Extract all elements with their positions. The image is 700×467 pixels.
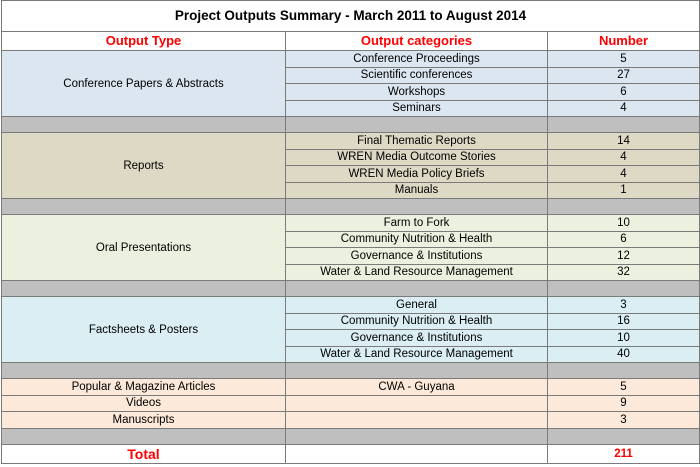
category-cell — [286, 412, 548, 429]
number-cell: 16 — [548, 313, 700, 330]
category-cell: Scientific conferences — [286, 67, 548, 84]
table-row — [2, 215, 700, 232]
number-cell: 5 — [548, 51, 700, 68]
number-cell: 14 — [548, 133, 700, 150]
category-cell: CWA - Guyana — [286, 379, 548, 396]
category-cell — [286, 395, 548, 412]
number-cell: 3 — [548, 297, 700, 314]
category-cell: WREN Media Policy Briefs — [286, 166, 548, 183]
category-cell: Workshops — [286, 84, 548, 101]
number-cell: 1 — [548, 182, 700, 199]
total-row — [2, 444, 700, 463]
table-row — [2, 297, 700, 314]
category-cell: Final Thematic Reports — [286, 133, 548, 150]
number-cell: 4 — [548, 166, 700, 183]
category-cell: WREN Media Outcome Stories — [286, 149, 548, 166]
category-cell: Community Nutrition & Health — [286, 313, 548, 330]
category-cell: Water & Land Resource Management — [286, 264, 548, 281]
separator-row — [2, 428, 700, 444]
table-row — [2, 395, 700, 412]
separator-row — [2, 117, 700, 133]
total-label: Total — [2, 444, 286, 463]
number-cell: 3 — [548, 412, 700, 429]
number-cell: 10 — [548, 215, 700, 232]
table-row — [2, 379, 700, 396]
output-type-cell: Factsheets & Posters — [2, 297, 286, 363]
output-type-cell: Manuscripts — [2, 412, 286, 429]
category-cell: Manuals — [286, 182, 548, 199]
number-cell: 10 — [548, 330, 700, 347]
category-cell: Farm to Fork — [286, 215, 548, 232]
category-cell: Conference Proceedings — [286, 51, 548, 68]
category-cell: Water & Land Resource Management — [286, 346, 548, 363]
header-output-type: Output Type — [2, 32, 286, 51]
output-type-cell: Reports — [2, 133, 286, 199]
output-type-cell: Oral Presentations — [2, 215, 286, 281]
header-number: Number — [548, 32, 700, 51]
number-cell: 5 — [548, 379, 700, 396]
category-cell: General — [286, 297, 548, 314]
output-type-cell: Conference Papers & Abstracts — [2, 51, 286, 117]
output-type-cell: Videos — [2, 395, 286, 412]
table-row — [2, 51, 700, 68]
total-empty-cell — [286, 444, 548, 463]
number-cell: 6 — [548, 231, 700, 248]
total-value: 211 — [548, 444, 700, 463]
number-cell: 40 — [548, 346, 700, 363]
header-row — [2, 32, 700, 51]
category-cell: Governance & Institutions — [286, 330, 548, 347]
number-cell: 32 — [548, 264, 700, 281]
number-cell: 4 — [548, 100, 700, 117]
number-cell: 27 — [548, 67, 700, 84]
category-cell: Governance & Institutions — [286, 248, 548, 265]
number-cell: 4 — [548, 149, 700, 166]
separator-row — [2, 199, 700, 215]
output-type-cell: Popular & Magazine Articles — [2, 379, 286, 396]
category-cell: Community Nutrition & Health — [286, 231, 548, 248]
header-output-categories: Output categories — [286, 32, 548, 51]
separator-row — [2, 281, 700, 297]
table-row — [2, 412, 700, 429]
number-cell: 6 — [548, 84, 700, 101]
category-cell: Seminars — [286, 100, 548, 117]
separator-row — [2, 363, 700, 379]
outputs-summary-table — [1, 0, 700, 464]
number-cell: 12 — [548, 248, 700, 265]
table-row — [2, 133, 700, 150]
table-title: Project Outputs Summary - March 2011 to August 2014 — [2, 1, 700, 32]
number-cell: 9 — [548, 395, 700, 412]
title-row — [2, 1, 700, 32]
